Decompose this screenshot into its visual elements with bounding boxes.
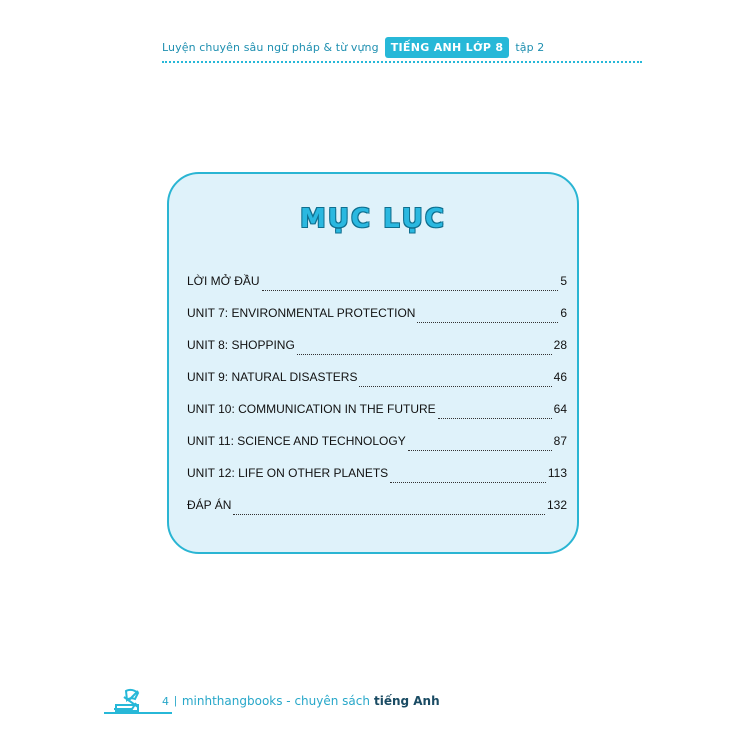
dot-leader	[262, 289, 559, 291]
toc-entry[interactable]	[187, 498, 567, 530]
volume-text: tập 2	[515, 40, 545, 54]
dot-leader	[408, 449, 552, 451]
footer-divider	[104, 712, 172, 714]
page-header	[162, 34, 642, 60]
publisher-tagline: tiếng Anh	[373, 694, 440, 708]
toc-entry-page: 132	[546, 498, 567, 512]
series-text: Luyện chuyên sâu ngữ pháp & từ vựng	[162, 40, 379, 54]
toc-entry-label: UNIT 12: LIFE ON OTHER PLANETS	[187, 466, 389, 480]
toc-entry[interactable]	[187, 338, 567, 370]
toc-entry[interactable]	[187, 370, 567, 402]
toc-entry-label: ĐÁP ÁN	[187, 498, 232, 512]
toc-entry-label: LỜI MỞ ĐẦU	[187, 274, 260, 288]
dot-leader	[297, 353, 552, 355]
toc-entry-page: 28	[553, 338, 567, 352]
toc-entry[interactable]	[187, 434, 567, 466]
toc-entry-page: 46	[553, 370, 567, 384]
dot-leader	[417, 321, 558, 323]
toc-title: MỤC LỤC	[300, 204, 446, 234]
toc-entry-page: 64	[553, 402, 567, 416]
page-number: 4	[162, 694, 169, 708]
toc-entry-page: 113	[547, 466, 567, 480]
toc-entry[interactable]	[187, 306, 567, 338]
toc-entry[interactable]	[187, 402, 567, 434]
dot-leader	[359, 385, 551, 387]
toc-entry[interactable]	[187, 274, 567, 306]
toc-entry-page: 87	[553, 434, 567, 448]
dot-leader	[438, 417, 552, 419]
footer-separator: |	[174, 695, 177, 707]
toc-entry-label: UNIT 10: COMMUNICATION IN THE FUTURE	[187, 402, 436, 416]
book-title-badge: TIẾNG ANH LỚP 8	[385, 37, 510, 58]
toc-list	[187, 274, 567, 530]
publisher-brand: minhthangbooks - chuyên sách	[181, 694, 370, 708]
toc-entry-page: 6	[560, 306, 567, 320]
toc-entry[interactable]	[187, 466, 567, 498]
header-divider	[162, 61, 642, 63]
dot-leader	[233, 513, 545, 515]
table-of-contents	[167, 172, 579, 554]
toc-entry-label: UNIT 7: ENVIRONMENTAL PROTECTION	[187, 306, 416, 320]
toc-entry-label: UNIT 8: SHOPPING	[187, 338, 295, 352]
toc-entry-label: UNIT 11: SCIENCE AND TECHNOLOGY	[187, 434, 406, 448]
book-writing-icon	[104, 687, 156, 715]
toc-entry-page: 5	[560, 274, 567, 288]
dot-leader	[390, 481, 546, 483]
toc-entry-label: UNIT 9: NATURAL DISASTERS	[187, 370, 358, 384]
